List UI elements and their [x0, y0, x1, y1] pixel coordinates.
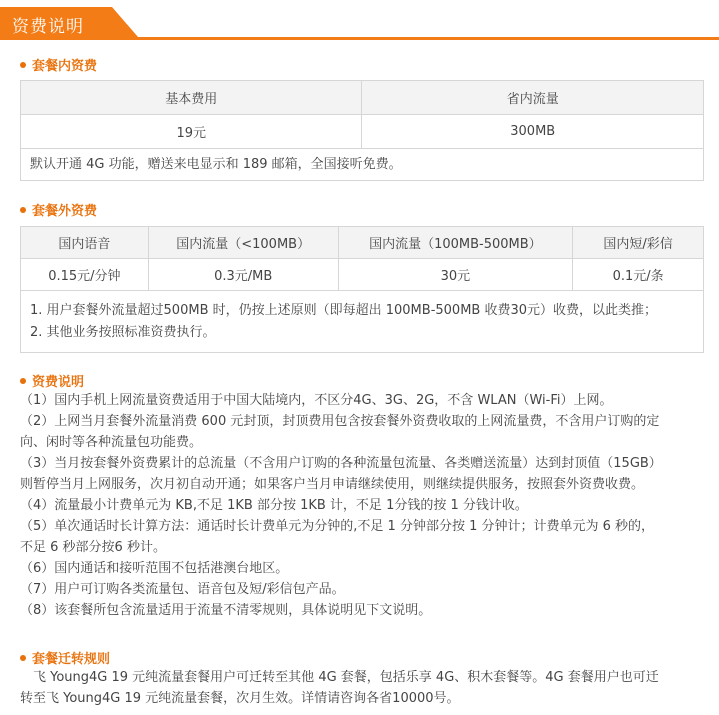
- text-line: （2）上网当月套餐外流量消费 600 元封顶，封顶费用包含按套餐外资费收取的上网流量费，不含用户订购的定: [20, 414, 660, 429]
- section-heading-in-plan: [20, 55, 97, 74]
- text-line: 则暂停当月上网服务，次月初自动开通；如果客户当月申请继续使用，则继续提供服务，按照套外资费收费。: [20, 477, 645, 492]
- bullet-dot-icon: [20, 378, 26, 384]
- column-header: 基本费用: [21, 81, 362, 115]
- table-note-row: [21, 149, 704, 181]
- text-line: （7）用户可订购各类流量包、语音包及短/彩信包产品。: [20, 582, 345, 597]
- in-plan-fee-table: [20, 80, 704, 181]
- table-cell: 30元: [338, 259, 573, 291]
- text-line: （4）流量最小计费单元为 KB,不足 1KB 部分按 1KB 计，不足 1分钱的按 1 分钱计收。: [20, 498, 528, 513]
- bullet-dot-icon: [20, 207, 26, 213]
- section-heading-fee-notes: [20, 371, 84, 390]
- section-title: 套餐外资费: [32, 204, 98, 219]
- header-bar: [0, 0, 719, 40]
- table-note: [21, 291, 704, 353]
- section-title: 套餐迁转规则: [32, 652, 111, 667]
- section-heading-plan-migration: [20, 648, 110, 667]
- bullet-dot-icon: [20, 655, 26, 661]
- text-line: （3）当月按套餐外资费累计的总流量（不含用户订购的各种流量包流量、各类赠送流量）达到封顶值（15GB）: [20, 456, 662, 471]
- section-title: 套餐内资费: [32, 59, 98, 74]
- table-cell: 0.3元/MB: [148, 259, 338, 291]
- column-header: 国内流量（100MB-500MB）: [338, 227, 573, 259]
- text-line: 不足 6 秒部分按6 秒计。: [20, 540, 166, 555]
- text-line: （8）该套餐所包含流量适用于流量不清零规则，具体说明见下文说明。: [20, 603, 432, 618]
- section-title: 资费说明: [32, 375, 85, 390]
- section-heading-out-of-plan: [20, 200, 97, 219]
- table-cell: 0.1元/条: [573, 259, 704, 291]
- table-cell: 19元: [21, 115, 362, 149]
- out-of-plan-fee-table: [20, 226, 704, 353]
- note-line: 1. 用户套餐外流量超过500MB 时，仍按上述原则（即每超出 100MB-500MB 收费30元）收费，以此类推；: [30, 302, 658, 318]
- column-header: 国内短/彩信: [573, 227, 704, 259]
- text-line: 转至飞 Young4G 19 元纯流量套餐，次月生效。详情请咨询各省10000号。: [20, 691, 460, 706]
- table-row: [21, 115, 704, 149]
- fee-notes-paragraph: [20, 390, 710, 621]
- text-line: （6）国内通话和接听范围不包括港澳台地区。: [20, 561, 289, 576]
- column-header: 国内流量（<100MB）: [148, 227, 338, 259]
- column-header: 国内语音: [21, 227, 149, 259]
- page-title: 资费说明: [12, 17, 84, 37]
- table-note: 默认开通 4G 功能，赠送来电显示和 189 邮箱，全国接听免费。: [21, 149, 704, 181]
- text-line: 向、闲时等各种流量包功能费。: [20, 435, 203, 450]
- column-header: 省内流量: [362, 81, 704, 115]
- table-row: [21, 259, 704, 291]
- text-line: 飞 Young4G 19 元纯流量套餐用户可迁转至其他 4G 套餐，包括乐享 4G、积木套餐等。4G 套餐用户也可迁: [20, 670, 659, 685]
- note-line: 2. 其他业务按照标准资费执行。: [30, 324, 216, 340]
- bullet-dot-icon: [20, 62, 26, 68]
- table-cell: 0.15元/分钟: [21, 259, 149, 291]
- text-line: （1）国内手机上网流量资费适用于中国大陆境内，不区分4G、3G、2G，不含 WLAN（Wi-Fi）上网。: [20, 393, 613, 408]
- table-header-row: [21, 227, 704, 259]
- plan-migration-paragraph: [20, 667, 710, 709]
- table-header-row: [21, 81, 704, 115]
- header-underline: [0, 37, 719, 40]
- table-cell: 300MB: [362, 115, 704, 149]
- text-line: （5）单次通话时长计算方法：通话时长计费单元为分钟的,不足 1 分钟部分按 1 分钟计；计费单元为 6 秒的，: [20, 519, 655, 534]
- table-note-row: [21, 291, 704, 353]
